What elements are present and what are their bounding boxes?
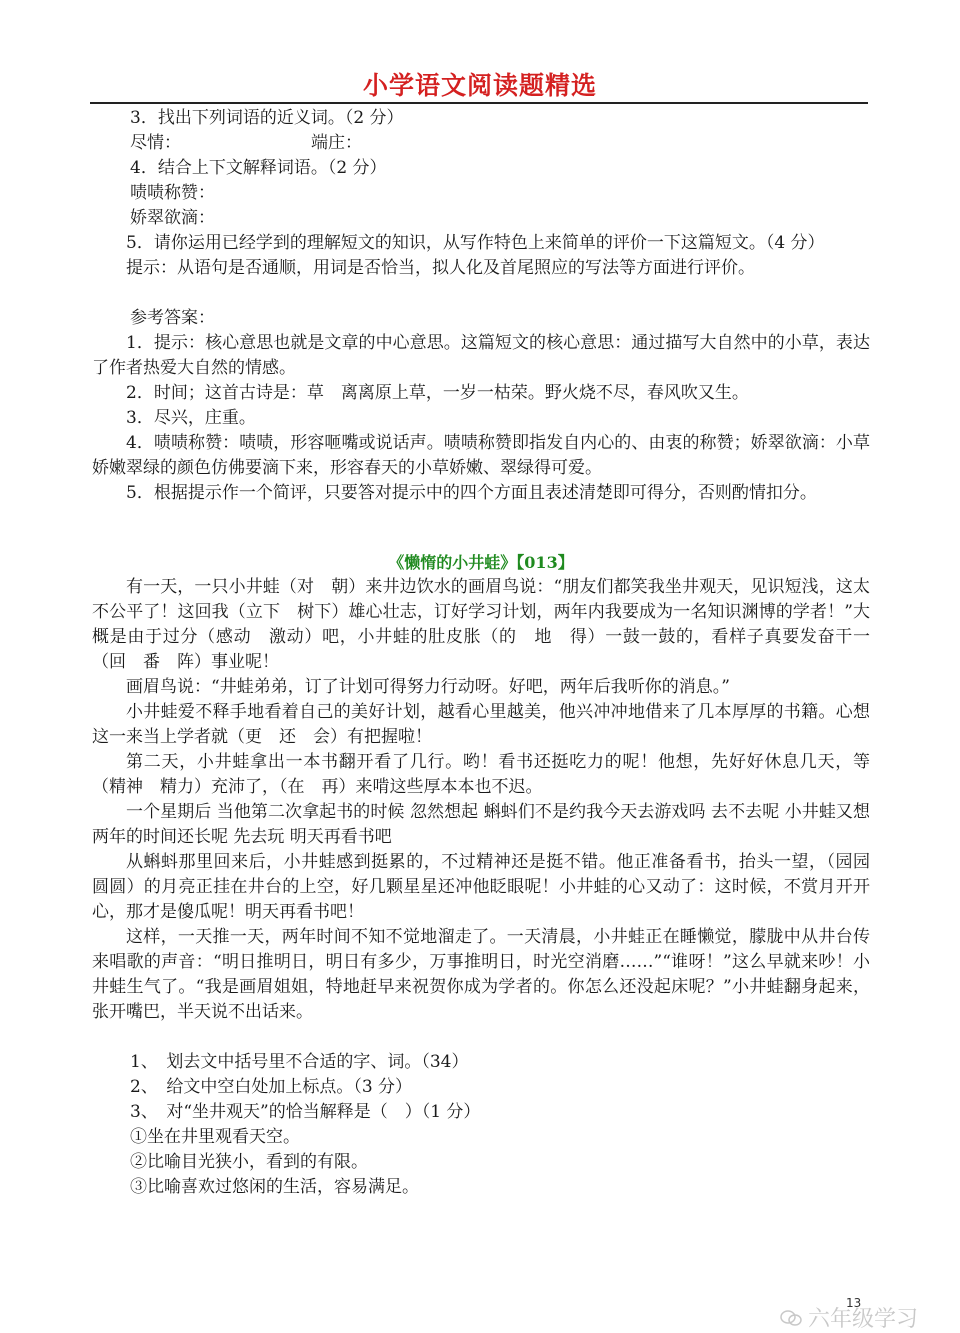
answer-5: 5．根据提示作一个简评，只要答对提示中的四个方面且表述清楚即可得分，否则酌情扣分。	[126, 483, 817, 503]
exercise-1: 1、 划去文中括号里不合适的字、词。（34）	[130, 1052, 469, 1072]
story-title: 《懒惰的小井蛙》【013】	[388, 553, 574, 572]
story-paragraph: 有一天，一只小井蛙（对 朝）来井边饮水的画眉鸟说：“朋友们都笑我坐井观天，见识短浅，这太不公平了！这回我（立下 树下）雄心壮志，订好学习计划，两年内我要成为一名知识渊博的学者！”大概是由于过分（感动 激动）吧，小井蛙的肚皮胀（的 地 得）一鼓一鼓的，看样子真要发奋干一（回 番 阵）事业呢！	[92, 577, 870, 672]
question-3-term-b: 端庄：	[311, 133, 362, 153]
watermark	[780, 1302, 918, 1333]
page-header-title: 小学语文阅读题精选	[362, 71, 597, 100]
question-3-term-a: 尽情：	[130, 133, 181, 153]
answer-4: 4．啧啧称赞：啧啧，形容咂嘴或说话声。啧啧称赞即指发自内心的、由衷的称赞；娇翠欲滴：小草娇嫩翠绿的颜色仿佛要滴下来，形容春天的小草娇嫩、翠绿得可爱。	[92, 433, 870, 478]
question-5: 5．请你运用已经学到的理解短文的知识，从写作特色上来简单的评价一下这篇短文。（4 分）	[126, 233, 825, 253]
exercise-3-option-2: ②比喻目光狭小，看到的有限。	[130, 1152, 368, 1172]
story-paragraph: 小井蛙爱不释手地看着自己的美好计划，越看心里越美，他兴冲冲地借来了几本厚厚的书籍。心想这一来当上学者就（更 还 会）有把握啦！	[92, 702, 870, 747]
story-paragraph: 一个星期后 当他第二次拿起书的时候 忽然想起 蝌蚪们不是约我今天去游戏吗 去不去呢 小井蛙又想 两年的时间还长呢 先去玩 明天再看书吧	[92, 802, 870, 847]
document-body	[92, 106, 887, 1200]
question-5-hint: 提示：从语句是否通顺，用词是否恰当，拟人化及首尾照应的写法等方面进行评价。	[126, 258, 755, 278]
question-4-term-b: 娇翠欲滴：	[130, 208, 215, 228]
answer-1: 1．提示：核心意思也就是文章的中心意思。这篇短文的核心意思：通过描写大自然中的小草，表达了作者热爱大自然的情感。	[92, 333, 870, 378]
answers-heading: 参考答案：	[130, 308, 215, 328]
story-paragraph: 从蝌蚪那里回来后，小井蛙感到挺累的，不过精神还是挺不错。他正准备看书，抬头一望，（园园 圆圆）的月亮正挂在井台的上空，好几颗星星还冲他眨眼呢！小井蛙的心又动了：这时候，不赏月开开心，那才是傻瓜呢！明天再看书吧！	[92, 852, 887, 922]
exercise-3: 3、 对“坐井观天”的恰当解释是（ ）（1 分）	[130, 1102, 481, 1122]
question-3: 3．找出下列词语的近义词。（2 分）	[130, 108, 404, 128]
watermark-text: 六年级学习	[808, 1307, 919, 1332]
story-paragraph: 这样，一天推一天，两年时间不知不觉地溜走了。一天清晨，小井蛙正在睡懒觉，朦胧中从井台传来唱歌的声音：“明日推明日，明日有多少，万事推明日，时光空消磨……”“谁呀！”这么早就来吵！小井蛙生气了。“我是画眉姐姐，特地赶早来祝贺你成为学者的。你怎么还没起床呢？”小井蛙翻身起来，张开嘴巴，半天说不出话来。	[92, 927, 870, 1022]
exercise-3-option-1: ①坐在井里观看天空。	[130, 1127, 300, 1147]
answer-2: 2．时间；这首古诗是：草 离离原上草，一岁一枯荣。野火烧不尽，春风吹又生。	[126, 383, 749, 403]
story-paragraph: 第二天，小井蛙拿出一本书翻开看了几行。哟！看书还挺吃力的呢！他想，先好好休息几天，等（精神 精力）充沛了，（在 再）来啃这些厚本本也不迟。	[92, 752, 870, 797]
exercise-2: 2、 给文中空白处加上标点。（3 分）	[130, 1077, 413, 1097]
page-number: 13	[846, 1296, 862, 1310]
exercise-3-option-3: ③比喻喜欢过悠闲的生活，容易满足。	[130, 1177, 419, 1197]
answer-3: 3．尽兴，庄重。	[126, 408, 256, 428]
question-4: 4．结合上下文解释词语。（2 分）	[130, 158, 387, 178]
question-4-term-a: 啧啧称赞：	[130, 183, 215, 203]
story-paragraph: 画眉鸟说：“井蛙弟弟，订了计划可得努力行动呀。好吧，两年后我听你的消息。”	[126, 677, 730, 697]
header-divider	[90, 102, 868, 104]
question-3-blanks	[92, 131, 870, 156]
